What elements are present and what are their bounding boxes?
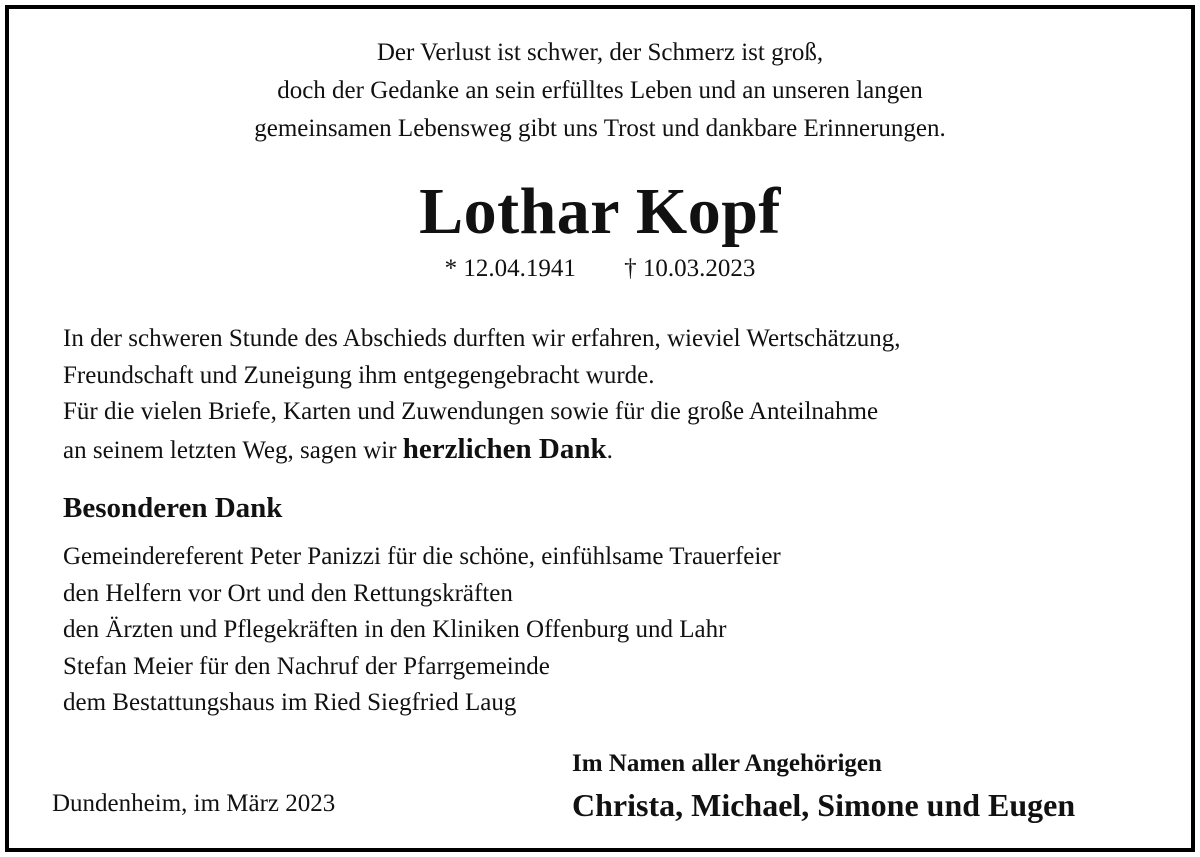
thanks-message — [63, 321, 901, 469]
birth-date: * 12.04.1941 — [444, 255, 576, 282]
signature-lead: Im Namen aller Angehörigen — [572, 750, 882, 777]
list-item: dem Bestattungshaus im Ried Siegfried Laug — [63, 689, 517, 716]
deceased-name: Lothar Kopf — [419, 175, 781, 248]
message-last-suffix: . — [606, 436, 613, 464]
intro-line: Der Verlust ist schwer, der Schmerz ist groß, — [376, 39, 824, 66]
message-last-line — [63, 431, 901, 470]
message-emphasis: herzlichen Dank — [402, 432, 607, 465]
intro-verse — [0, 34, 1200, 148]
special-thanks-list — [63, 539, 781, 722]
list-item: den Ärzten und Pflegekräften in den Kliniken Offenburg und Lahr — [63, 616, 727, 643]
message-line: Freundschaft und Zuneigung ihm entgegengebracht wurde. — [63, 361, 655, 389]
message-last-prefix: an seinem letzten Weg, sagen wir — [63, 436, 403, 464]
list-item: Gemeindereferent Peter Panizzi für die schöne, einfühlsame Trauerfeier — [63, 543, 781, 570]
special-thanks-heading: Besonderen Dank — [63, 492, 283, 524]
message-line: Für die vielen Briefe, Karten und Zuwendungen sowie für die große Anteilnahme — [63, 398, 879, 425]
place-date: Dundenheim, im März 2023 — [52, 790, 336, 817]
death-date: † 10.03.2023 — [624, 255, 756, 282]
signature-names: Christa, Michael, Simone und Eugen — [572, 787, 1076, 823]
message-line: In der schweren Stunde des Abschieds durften wir erfahren, wieviel Wertschätzung, — [63, 325, 901, 352]
list-item: Stefan Meier für den Nachruf der Pfarrgemeinde — [63, 652, 550, 680]
intro-line: gemeinsamen Lebensweg gibt uns Trost und dankbare Erinnerungen. — [254, 115, 946, 142]
life-dates — [0, 254, 1200, 284]
list-item: den Helfern vor Ort und den Rettungskräften — [63, 579, 513, 607]
intro-line: doch der Gedanke an sein erfülltes Leben und an unseren langen — [277, 77, 923, 104]
